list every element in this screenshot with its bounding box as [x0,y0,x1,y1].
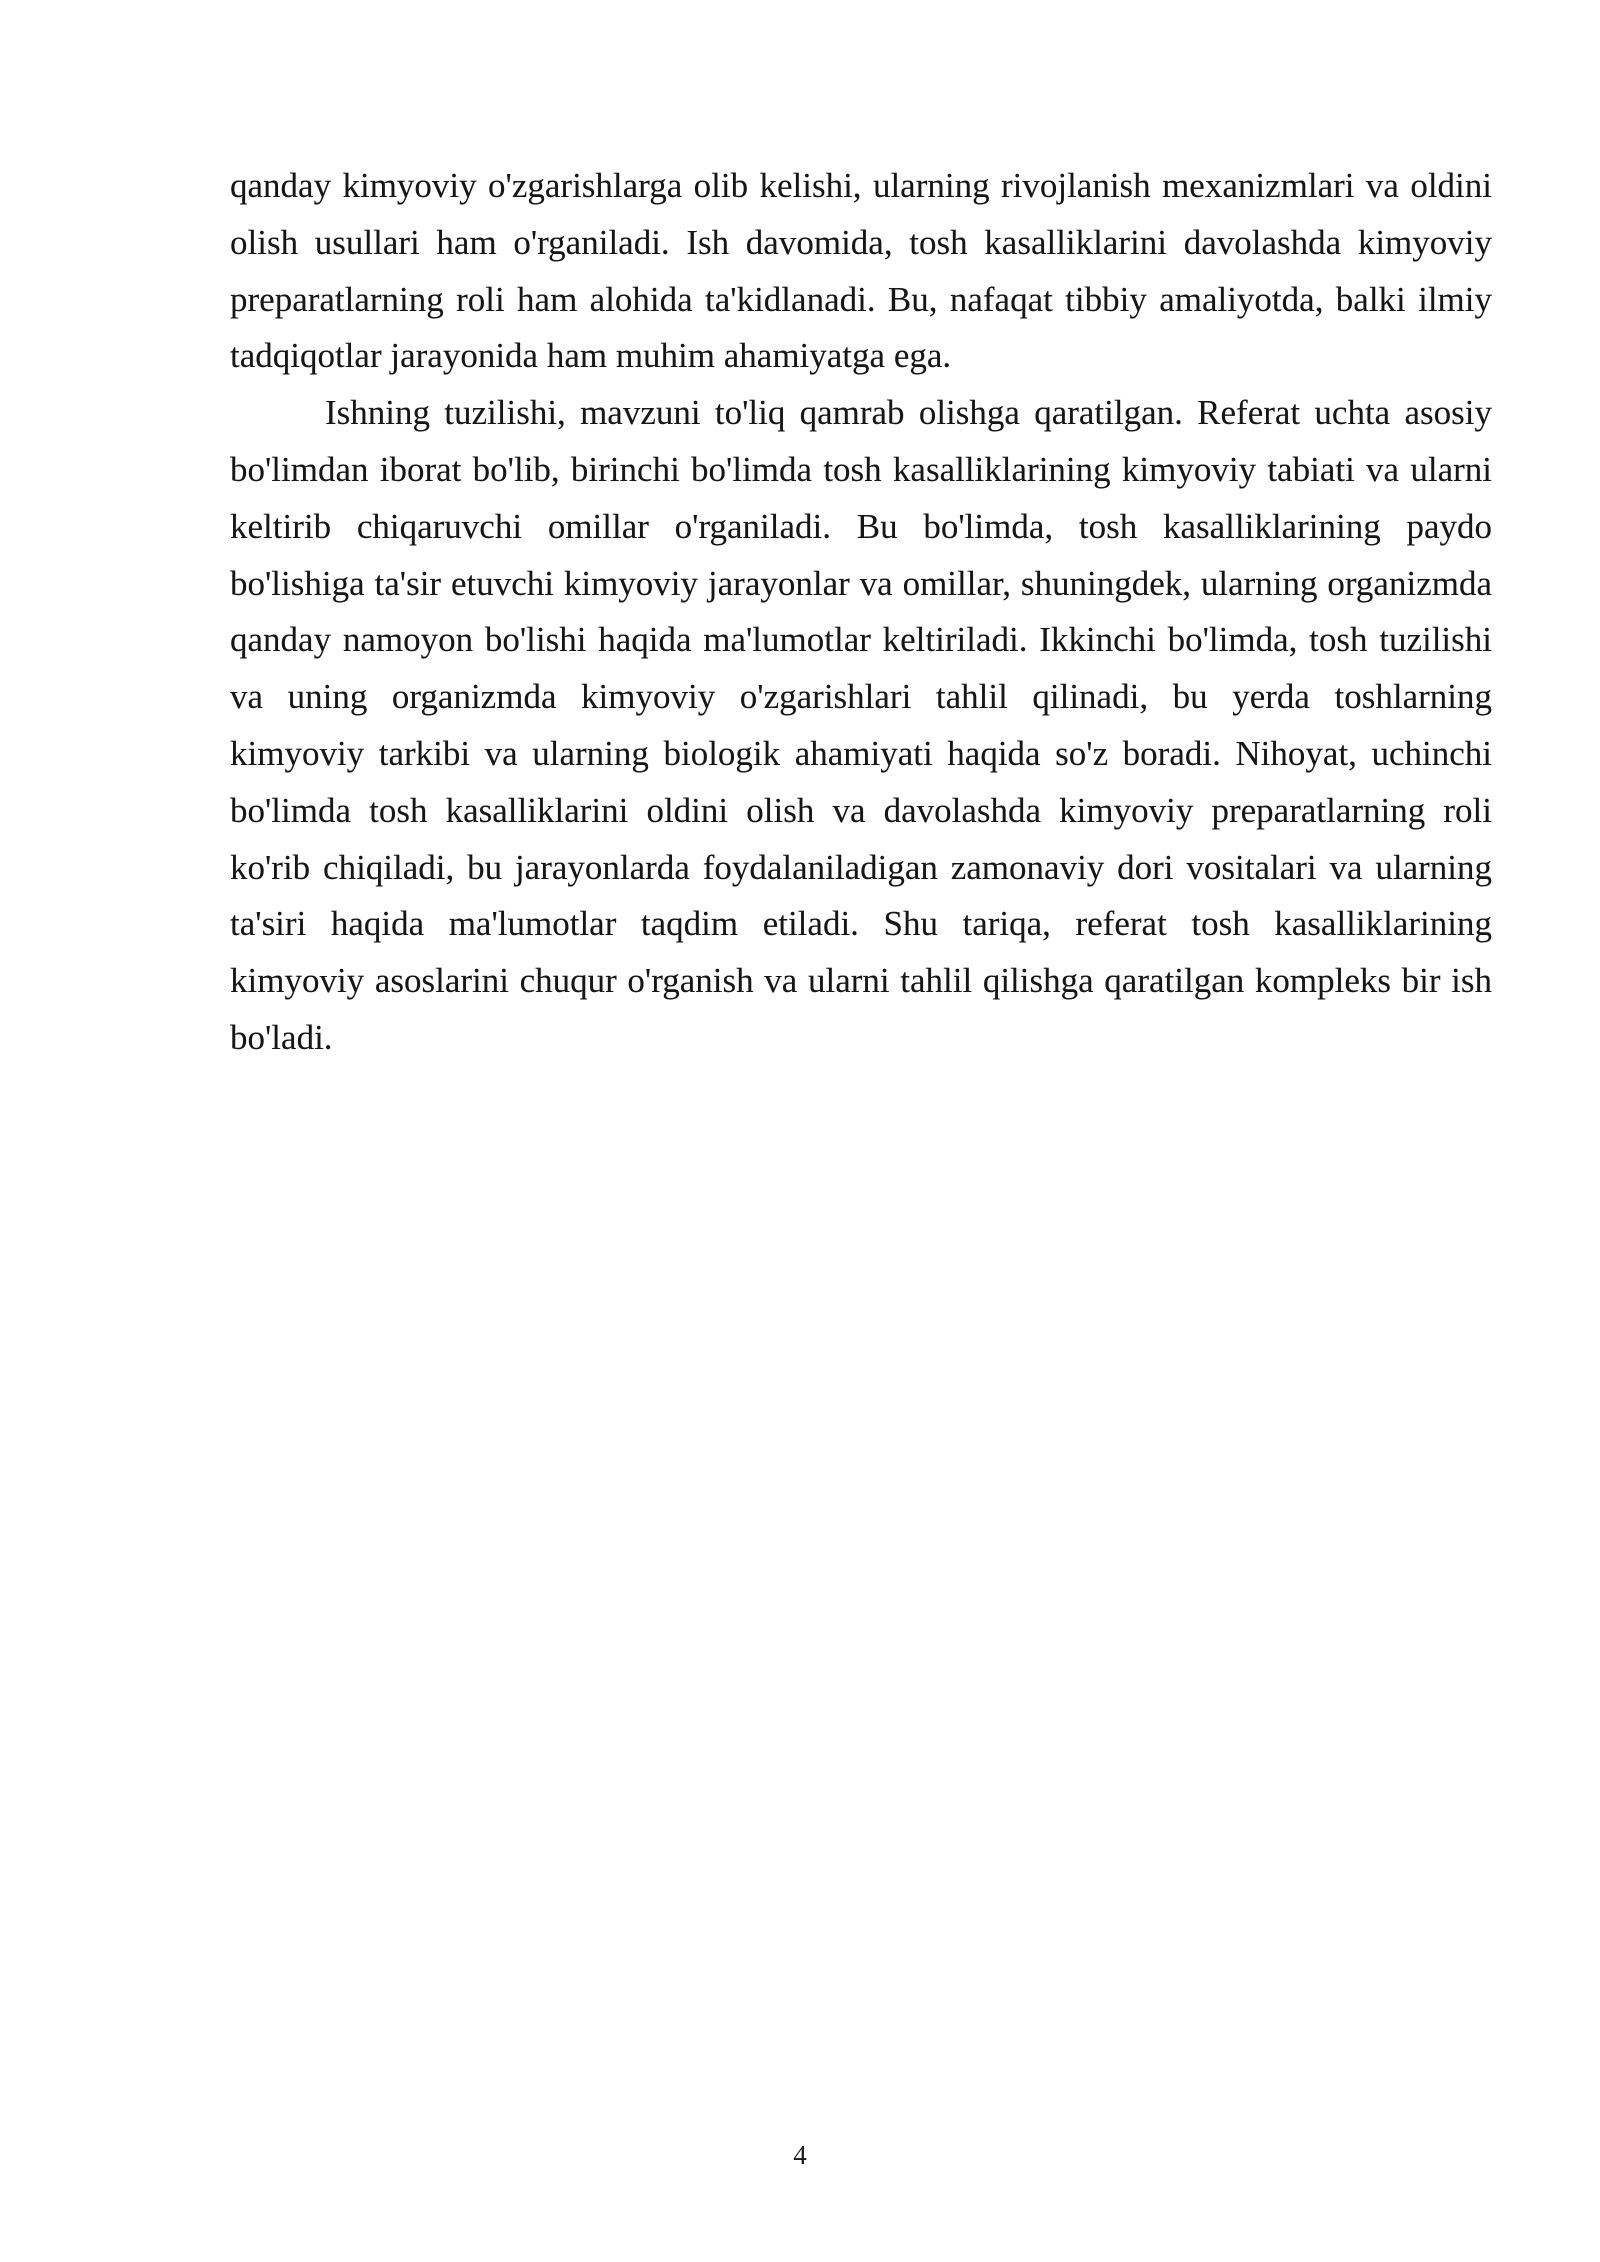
page-number: 4 [793,2140,807,2170]
paragraph-structure: Ishning tuzilishi, mavzuni to'liq qamrab olishga qaratilgan. Referat uchta asosiy bo'limdan iborat bo'lib, birinchi bo'limda tosh kasalliklarining kimyoviy tabiati va ularni keltirib chiqaruvchi omillar o'rganiladi. Bu bo'limda, tosh kasalliklarining paydo bo'lishiga ta'sir etuvchi kimyoviy jarayonlar va omillar, shuningdek, ularning organizmda qanday namoyon bo'lishi haqida ma'lumotlar keltiriladi. Ikkinchi bo'limda, tosh tuzilishi va uning organizmda kimyoviy o'zgarishlari tahlil qilinadi, bu yerda toshlarning kimyoviy tarkibi va ularning biologik ahamiyati haqida so'z boradi. Nihoyat, uchinchi bo'limda tosh kasalliklarini oldini olish va davolashda kimyoviy preparatlarning roli ko'rib chiqiladi, bu jarayonlarda foydalaniladigan zamonaviy dori vositalari va ularning ta'siri haqida ma'lumotlar taqdim etiladi. Shu tariqa, referat tosh kasalliklarining kimyoviy asoslarini chuqur o'rganish va ularni tahlil qilishga qaratilgan kompleks bir ish bo'ladi. [230,393,1492,1057]
body-text [230,158,1492,1067]
paragraph-continuation: qanday kimyoviy o'zgarishlarga olib kelishi, ularning rivojlanish mexanizmlari va oldini olish usullari ham o'rganiladi. Ish davomida, tosh kasalliklarini davolashda kimyoviy preparatlarning roli ham alohida ta'kidlanadi. Bu, nafaqat tibbiy amaliyotda, balki ilmiy tadqiqotlar jarayonida ham muhim ahamiyatga ega. [230,166,1492,376]
